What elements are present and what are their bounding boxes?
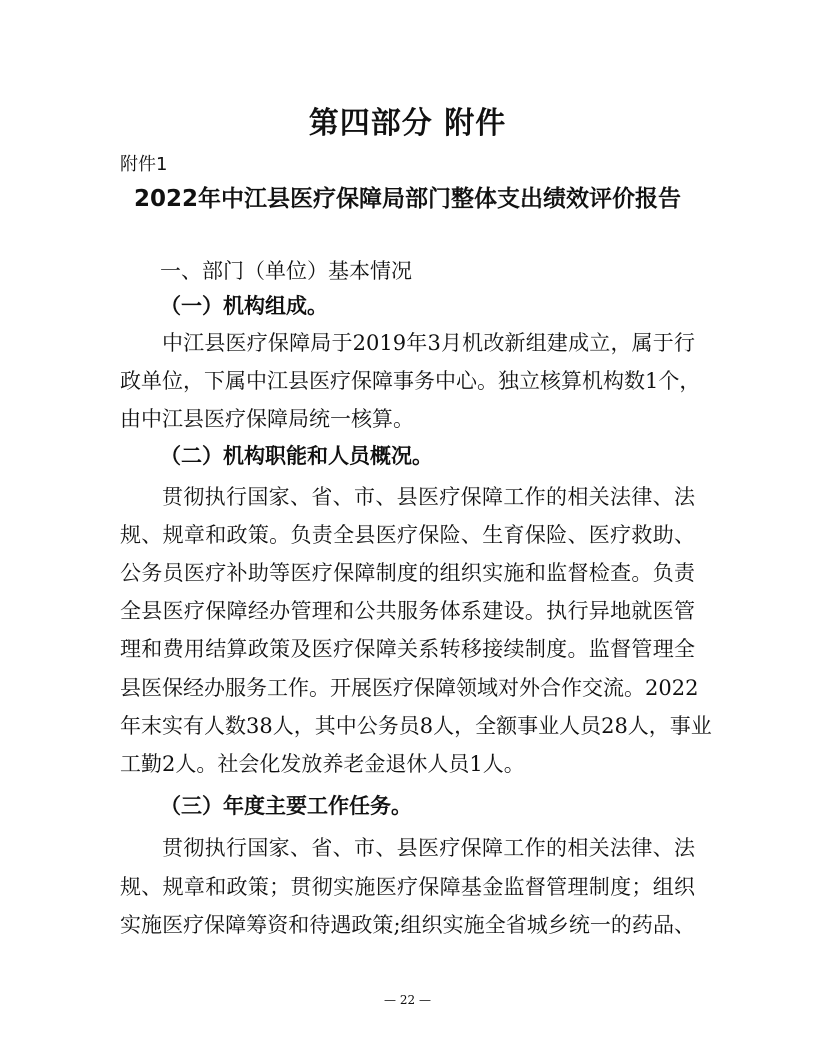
annex-label: 附件1 [120,154,168,175]
paragraph-line: 规、规章和政策；贯彻实施医疗保障基金监督管理制度；组织 [120,875,695,899]
section-heading-basic-info: 一、部门（单位）基本情况 [160,259,412,283]
paragraph-line: 贯彻执行国家、省、市、县医疗保障工作的相关法律、法 [162,836,695,860]
paragraph-line: 年末实有人数38人，其中公务员8人，全额事业人员28人，事业 [120,714,712,738]
paragraph-line: 全县医疗保障经办管理和公共服务体系建设。执行异地就医管 [120,599,695,623]
paragraph-line: 工勤2人。社会化发放养老金退休人员1人。 [120,752,525,776]
part-title: 第四部分 附件 [308,106,507,141]
paragraph-line: 县医保经办服务工作。开展医疗保障领域对外合作交流。2022 [120,676,699,700]
paragraph-line: 由中江县医疗保障局统一核算。 [120,407,414,431]
subsection-heading-tasks: （三）年度主要工作任务。 [160,794,412,818]
paragraph-line: 理和费用结算政策及医疗保障关系转移接续制度。监督管理全 [120,637,695,661]
paragraph-line: 规、规章和政策。负责全县医疗保险、生育保险、医疗救助、 [120,523,695,547]
report-title: 2022年中江县医疗保障局部门整体支出绩效评价报告 [133,186,681,212]
paragraph-line: 贯彻执行国家、省、市、县医疗保障工作的相关法律、法 [162,485,695,509]
paragraph-line: 政单位，下属中江县医疗保障事务中心。独立核算机构数1个， [120,369,701,393]
page-number: — 22 — [384,993,431,1007]
subsection-heading-organization: （一）机构组成。 [160,294,328,318]
subsection-heading-functions: （二）机构职能和人员概况。 [160,444,433,468]
paragraph-line: 公务员医疗补助等医疗保障制度的组织实施和监督检查。负责 [120,561,695,585]
paragraph-line: 实施医疗保障筹资和待遇政策;组织实施全省城乡统一的药品、 [120,913,695,937]
paragraph-line: 中江县医疗保障局于2019年3月机改新组建成立，属于行 [162,331,695,355]
